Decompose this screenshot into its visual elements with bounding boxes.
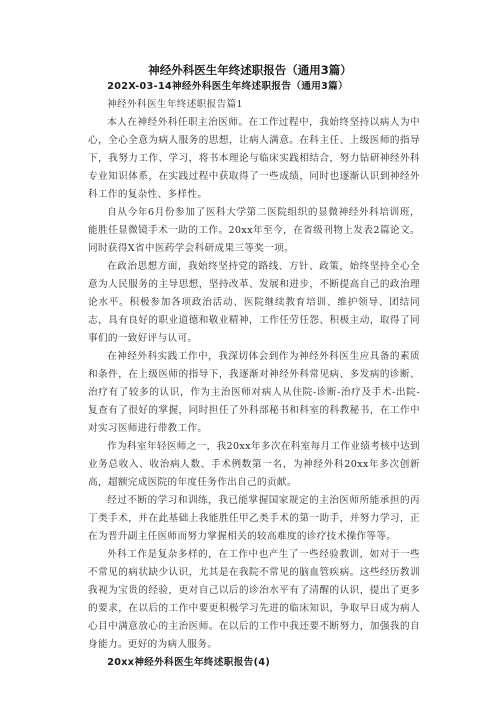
paragraph: 作为科室年轻医师之一，我20xx年多次在科室每月工作业绩考核中达到业务总收入、收治病人数、手术例数第一名，为神经外科20xx年多次创新高，超额完成医院的年度任务作出自己的贡献。 [88,441,420,488]
paragraph: 本人在神经外科任职主治医师。在工作过程中，我始终坚持以病人为中心，全心全意为病人服务的思想，让病人满意。在科主任、上级医师的指导下，我努力工作、学习，将书本理论与临床实践相结合，努力钻研神经外科专业知识体系，在实践过程中获取得了一些成绩，同时也逐渐认识到神经外科工作的复杂性、多样性。 [88,117,420,200]
document-body [88,78,420,672]
date-title-line: 202X-03-14神经外科医生年终述职报告（通用3篇） [107,81,349,92]
paragraph: 在政治思想方面，我始终坚持党的路线、方针、政策，始终坚持全心全意为人民服务的主导思想，坚持改革、发展和进步，不断提高自己的政治理论水平。积极参加各项政治活动、医院继续教育培训、维护领导、团结同志，具有良好的职业道德和敬业精神，工作任劳任怨、积极主动，取得了同事们的一致好评与认可。 [88,261,420,344]
paragraph: 经过不断的学习和训练，我已能掌握国家规定的主治医师所能承担的丙丁类手术，并在此基础上我能胜任甲乙类手术的第一助手，并努力学习，正在为晋升副主任医师而努力掌握相关的较高难度的诊疗技术操作等等。 [88,495,420,542]
paragraph: 在神经外科实践工作中，我深切体会到作为神经外科医生应具备的素质和条件，在上级医师的指导下，我逐渐对神经外科常见病、多发病的诊断、治疗有了较多的认识，作为主治医师对病人从住院-诊断-治疗及手术-出院-复查有了很好的掌握，同时担任了外科部秘书和科室的科教秘书，在工作中对实习医师进行带教工作。 [88,351,420,434]
paragraph: 自从今年6月份参加了医科大学第二医院组织的显微神经外科培训班，能胜任显微镜手术一助的工作。20xx年至今，在省级刊物上发表2篇论文。同时获得X省中医药学会科研成果三等奖一项。 [88,207,420,254]
document-title: 神经外科医生年终述职报告（通用3篇） [148,63,352,77]
report-subtitle: 神经外科医生年终述职报告篇1 [107,99,243,110]
next-section-heading: 20xx神经外科医生年终述职报告(4) [107,657,271,668]
paragraph: 外科工作是复杂多样的，在工作中也产生了一些经验教训，如对于一些不常见的病状缺少认识，尤其是在我院不常见的脑血管疾病。这些经历教训我视为宝贵的经验，更对自己以后的诊治水平有了清醒的认识，提出了更多的要求，在以后的工作中要更积极学习先进的临床知识，争取早日成为病人心目中满意放心的主治医师。在以后的工作中我还要不断努力，加强我的自身能力。更好的为病人服务。 [88,549,420,650]
